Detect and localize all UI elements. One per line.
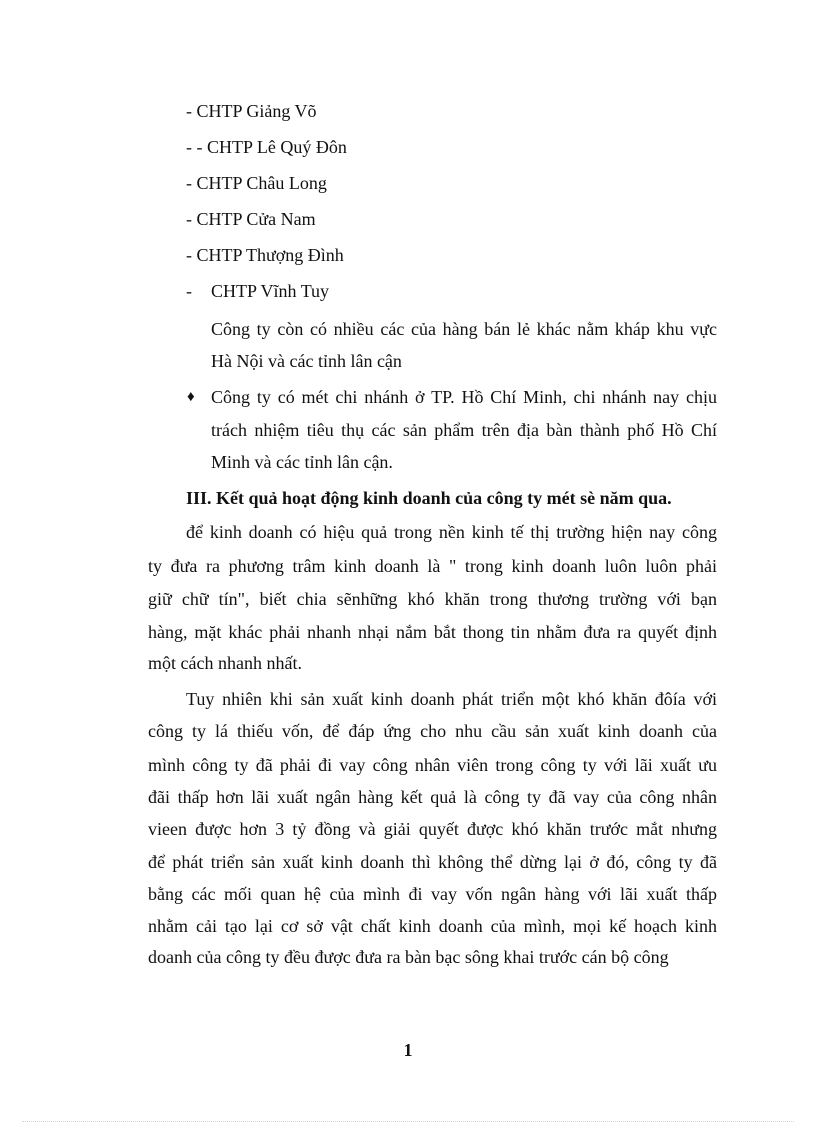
paragraph-line: Tuy nhiên khi sản xuất kinh doanh phát triển một khó khăn đôía với (186, 689, 717, 709)
list-item: - - CHTP Lê Quý Đôn (186, 137, 347, 157)
paragraph-line: doanh của công ty đều được đưa ra bàn bạc sông khai trước cán bộ công (148, 947, 669, 967)
paragraph-line: một cách nhanh nhất. (148, 653, 302, 673)
paragraph-line: để phát triển sản xuất kinh doanh thì không thể dừng lại ở đó, công ty đã (148, 852, 717, 872)
paragraph-line: vieen được hơn 3 tỷ đồng và giải quyết được khó khăn trước mắt nhưng (148, 819, 717, 839)
paragraph-line: để kinh doanh có hiệu quả trong nền kinh tế thị trường hiện nay công (186, 522, 717, 542)
page-bottom-divider (22, 1121, 794, 1122)
paragraph-line: nhằm cải tạo lại cơ sở vật chất kinh doanh của mình, mọi kế hoạch kinh (148, 916, 717, 936)
paragraph-line: công ty lá thiếu vốn, để đáp ứng cho nhu cầu sản xuất kinh doanh của (148, 721, 717, 741)
paragraph-line: bằng các mối quan hệ của mình đi vay vốn ngân hàng với lãi xuất thấp (148, 884, 717, 904)
paragraph-line: mình công ty đã phải đi vay công nhân viên trong công ty với lãi xuất ưu (148, 755, 717, 775)
list-item-dash: - (186, 281, 192, 301)
list-item: - CHTP Cửa Nam (186, 209, 316, 229)
other-stores-line: Công ty còn có nhiều các của hàng bán lẻ khác nằm kháp khu vực (211, 319, 717, 339)
paragraph-line: ty đưa ra phương trâm kinh doanh là " trong kinh doanh luôn luôn phải (148, 556, 717, 576)
list-item: CHTP Vĩnh Tuy (211, 281, 330, 301)
list-item: - CHTP Châu Long (186, 173, 327, 193)
diamond-bullet-icon: ♦ (187, 389, 195, 405)
list-item: - CHTP Thượng Đình (186, 245, 344, 265)
other-stores-line: Hà Nội và các tỉnh lân cận (211, 351, 402, 371)
list-item: - CHTP Giảng Võ (186, 101, 317, 121)
section-heading: III. Kết quả hoạt động kinh doanh của công ty mét sè năm qua. (186, 488, 672, 508)
paragraph-line: đãi thấp hơn lãi xuất ngân hàng kết quả là công ty đã vay của công nhân (148, 787, 717, 807)
paragraph-line: giữ chữ tín", biết chia sẽnhững khó khăn trong thương trường với bạn (148, 589, 717, 609)
branch-line: trách nhiệm tiêu thụ các sản phẩm trên địa bàn thành phố Hồ Chí (211, 420, 717, 440)
branch-line: Minh và các tỉnh lân cận. (211, 452, 393, 472)
paragraph-line: hàng, mặt khác phải nhanh nhại nắm bắt thong tin nhằm đưa ra quyết định (148, 622, 717, 642)
branch-line: Công ty có mét chi nhánh ở TP. Hồ Chí Minh, chi nhánh nay chịu (211, 387, 717, 407)
page-number: 1 (403, 1040, 413, 1060)
